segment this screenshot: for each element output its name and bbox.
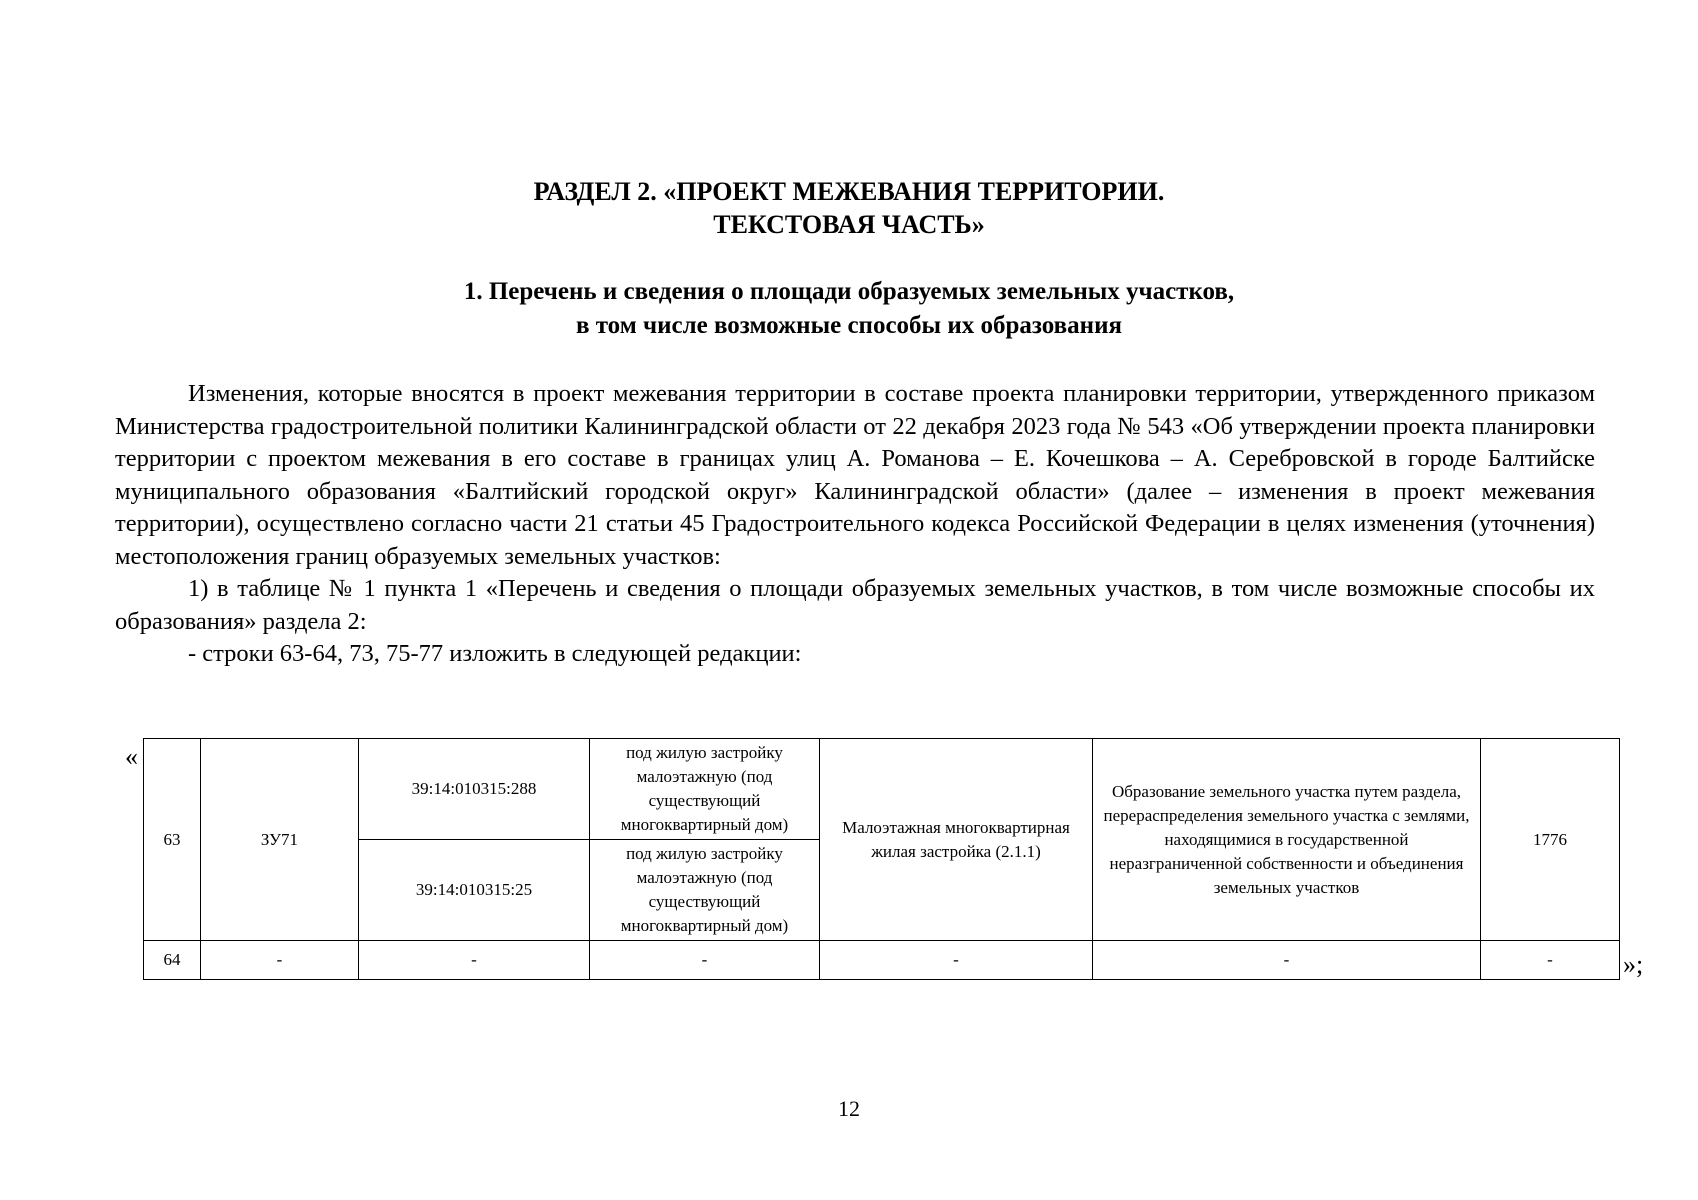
cell-use-type: Малоэтажная многоквартирная жилая застройка (2.1.1) — [820, 739, 1093, 941]
paragraph-rows-instruction: - строки 63-64, 73, 75-77 изложить в следующей редакции: — [188, 640, 802, 667]
page-number: 12 — [838, 1096, 860, 1121]
subsection-title-line-1: 1. Перечень и сведения о площади образуемых земельных участков, — [463, 278, 1235, 305]
cell-use-type: - — [820, 941, 1093, 980]
cell-formation-method: Образование земельного участка путем раздела, перераспределения земельного участка с землями, находящимися в государственной неразграниченной собственности и объединения земельных участков — [1093, 739, 1481, 941]
cell-formation-method: - — [1093, 941, 1481, 980]
subsection-title-line-2: в том числе возможные способы их образования — [575, 312, 1122, 339]
cell-area: 1776 — [1481, 739, 1620, 941]
cell-row-number: 64 — [144, 941, 201, 980]
cell-plot-designation: ЗУ71 — [201, 739, 359, 941]
table-row — [144, 941, 1620, 980]
subsection-title — [0, 275, 1698, 343]
closing-quote-mark: »; — [1623, 950, 1644, 979]
table-row — [144, 739, 1620, 840]
cell-permitted-use: - — [590, 941, 820, 980]
land-plots-table — [143, 738, 1620, 980]
section-title-line-1: РАЗДЕЛ 2. «ПРОЕКТ МЕЖЕВАНИЯ ТЕРРИТОРИИ. — [533, 177, 1165, 206]
cell-cadastral-number: - — [359, 941, 590, 980]
cell-permitted-use: под жилую застройку малоэтажную (под существующий многоквартирный дом) — [590, 739, 820, 840]
cell-row-number: 63 — [144, 739, 201, 941]
cell-cadastral-number: 39:14:010315:25 — [359, 840, 590, 941]
paragraph-changes: Изменения, которые вносятся в проект межевания территории в составе проекта планировки территории, утвержденного приказом Министерства градостроительной политики Калининградской области от 22 декабря 2023 года № 543 «Об утверждении проекта планировки территории с проектом межевания в его составе в границах улиц А. Романова – Е. Кочешкова – А. Серебровской в городе Балтийске муниципального образования «Балтийский городской округ» Калининградской области» (далее – изменения в проект межевания территории), осуществлено согласно части 21 статьи 45 Градостроительного кодекса Российской Федерации в целях изменения (уточнения) местоположения границ образуемых земельных участков: — [115, 380, 1595, 570]
section-title — [0, 175, 1698, 241]
cell-permitted-use: под жилую застройку малоэтажную (под существующий многоквартирный дом) — [590, 840, 820, 941]
paragraph-table-reference: 1) в таблице № 1 пункта 1 «Перечень и сведения о площади образуемых земельных участков, в том числе возможные способы их образования» раздела 2: — [115, 575, 1595, 635]
section-title-line-2: ТЕКСТОВАЯ ЧАСТЬ» — [713, 210, 985, 239]
cell-cadastral-number: 39:14:010315:288 — [359, 739, 590, 840]
body-text — [115, 378, 1595, 671]
cell-plot-designation: - — [201, 941, 359, 980]
cell-area: - — [1481, 941, 1620, 980]
opening-quote-mark: « — [125, 742, 138, 771]
